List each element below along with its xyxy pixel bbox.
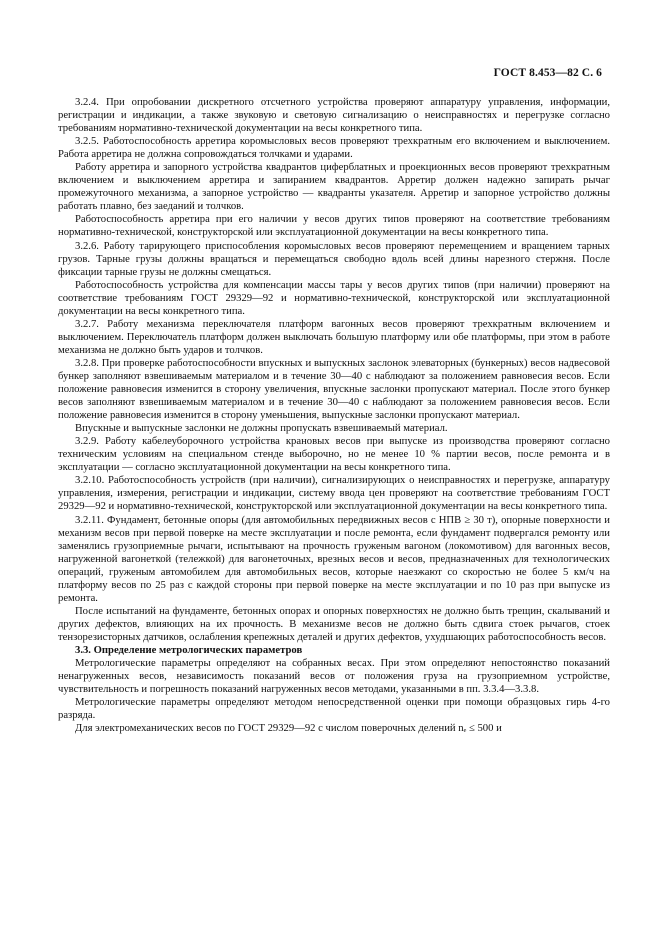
paragraph: Метрологические параметры определяют методом непосредственной оценки при помощи образцовых гирь 4-го разряда. (58, 697, 610, 722)
paragraph: Работоспособность арретира при его наличии у весов других типов проверяют на соответствие требованиям нормативно-технической, конструкторской или эксплуатационной документации на весы конкретного типа. (58, 214, 610, 239)
section-heading: 3.3. Определение метрологических параметров (75, 644, 303, 656)
paragraph: 3.2.4. При опробовании дискретного отсчетного устройства проверяют аппаратуру управления, информации, регистрации и индикации, а также звуковую и световую сигнализацию о неисправностях и перегрузке согласно требованиям нормативно-технической документации на весы конкретного типа. (58, 97, 610, 135)
paragraph: Метрологические параметры определяют на собранных весах. При этом определяют непостоянство показаний ненагруженных весов, независимость показаний весов от положения груза на грузоприемном устройстве, чувствительность и погрешность показаний нагруженных весов методами, указанными в пп. 3.3.4—3.3.8. (58, 658, 610, 696)
paragraph: 3.2.8. При проверке работоспособности впускных и выпускных заслонок элеваторных (бункерных) весов надвесовой бункер заполняют взвешиваемым материалом и в течение 30—40 с наблюдают за положением равновесия весов. Если положение равновесия изменится в сторону увеличения, впускные заслонки пропускают материал. После этого бункер весов заполняют взвешиваемым материалом и в течение 30—40 с наблюдают за положением равновесия весов. Если положение равновесия изменится в сторону уменьшения, выпускные заслонки пропускают материал. (58, 357, 610, 422)
paragraph: 3.2.10. Работоспособность устройств (при наличии), сигнализирующих о неисправностях и перегрузке, аппаратуру управления, измерения, регистрации и индикации, систему ввода цен проверяют на соответствие требованиям ГОСТ 29329—92 и нормативно-технической, конструкторской или эксплуатационной документации на весы конкретного типа. (58, 475, 610, 513)
paragraph: 3.2.9. Работу кабелеуборочного устройства крановых весов при выпуске из производства проверяют согласно техническим условиям на специальном стенде выборочно, но не менее 10 % партии весов, после ремонта и в эксплуатации — согласно эксплуатационной документации на весы конкретного типа. (58, 436, 610, 474)
paragraph: После испытаний на фундаменте, бетонных опорах и опорных поверхностях не должно быть трещин, скалываний и других дефектов, влияющих на их прочность. В механизме весов не должно быть сдвига стоек рычагов, стоек тензорезисторных датчиков, ослабления крепежных деталей и других дефектов, ухудшающих работоспособность весов. (58, 605, 610, 643)
paragraph: 3.2.5. Работоспособность арретира коромысловых весов проверяют трехкратным его включением и выключением. Работа арретира не должна сопровождаться толчками и ударами. (58, 136, 610, 161)
page-header: ГОСТ 8.453—82 С. 6 (493, 67, 602, 79)
paragraph: 3.2.6. Работу тарирующего приспособления коромысловых весов проверяют перемещением и вращением тарных грузов. Тарные грузы должны вращаться и перемещаться свободно вдоль всей длины нарезного стержня. После фиксации тарные грузы не должны смещаться. (58, 240, 610, 278)
paragraph: Для электромеханических весов по ГОСТ 29329—92 с числом поверочных делений nₑ ≤ 500 и (75, 723, 502, 735)
paragraph: 3.2.7. Работу механизма переключателя платформ вагонных весов проверяют трехкратным включением и выключением. Переключатель платформ должен выключать большую платформу или обе платформы, при этом в работе механизма не должно быть ударов и толчков. (58, 318, 610, 356)
paragraph: Работоспособность устройства для компенсации массы тары у весов других типов (при наличии) проверяют на соответствие требованиям ГОСТ 29329—92 и нормативно-технической, конструкторской или эксплуатационной документации на весы конкретного типа. (58, 279, 610, 317)
paragraph: 3.2.11. Фундамент, бетонные опоры (для автомобильных передвижных весов с НПВ ≥ 30 т), опорные поверхности и механизм весов при первой поверке на месте эксплуатации и после ремонта, если фундамент подвергался ремонту или заменялись грузоприемные рычаги, испытывают на прочность груженым вагоном (локомотивом) для вагонных весов, нагруженной вагонеткой (тележкой) для вагонеточных, врезных весов и весов, предназначенных для технологических операций, груженым автомобилем для автомобильных весов, которые наезжают со скоростью не более 5 км/ч на платформу весов по 25 раз с каждой стороны при первой поверке на месте эксплуатации и по 10 раз при выпуске из ремонта. (58, 514, 610, 604)
paragraph: Впускные и выпускные заслонки не должны пропускать взвешиваемый материал. (75, 423, 448, 435)
paragraph: Работу арретира и запорного устройства квадрантов циферблатных и проекционных весов проверяют трехкратным включением и выключением арретира и запиранием квадрантов. Арретир должен надежно запирать рычаг промежуточного механизма, а запорное устройство — квадранты указателя. Арретир и запорное устройство должны работать плавно, без заеданий и толчков. (58, 162, 610, 213)
document-body (58, 96, 610, 735)
